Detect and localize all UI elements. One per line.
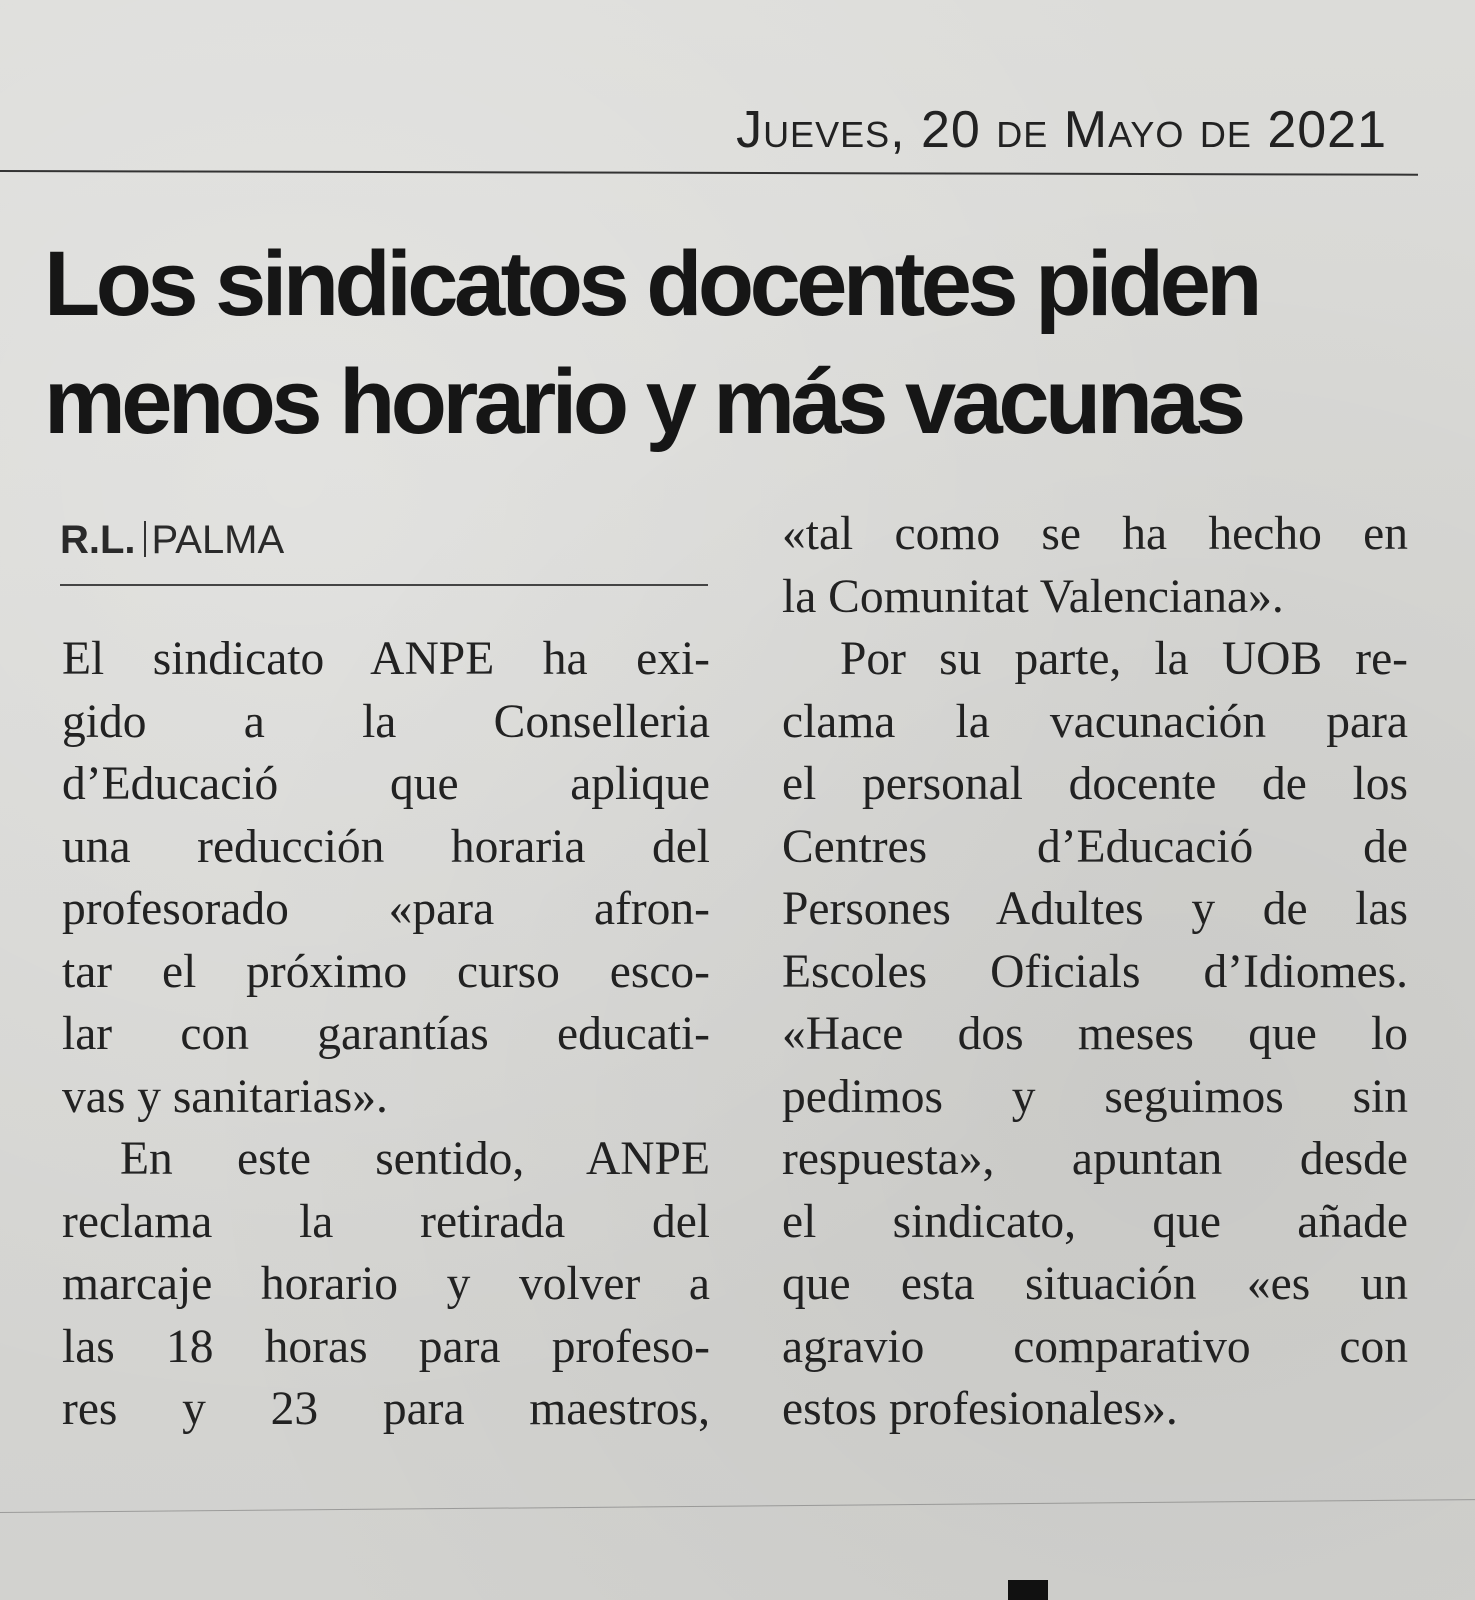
text-line: El sindicato ANPE ha exi- xyxy=(62,633,710,685)
text-line: tar el próximo curso esco- xyxy=(62,945,710,998)
byline-location: PALMA xyxy=(151,518,285,562)
headline-line-1: Los sindicatos docentes piden xyxy=(44,233,1258,335)
text-line: «tal como se ha hecho en xyxy=(782,508,1408,560)
byline-rule xyxy=(60,584,708,586)
headline xyxy=(44,225,1444,461)
headline-line-2: menos horario y más vacunas xyxy=(44,351,1242,453)
text-line: agravio comparativo con xyxy=(782,1320,1408,1373)
text-line: el personal docente de los xyxy=(782,758,1408,810)
text-line: d’Educació que aplique xyxy=(62,758,710,810)
byline xyxy=(60,518,284,563)
text-line: Escoles Oficials d’Idiomes. xyxy=(782,945,1408,998)
text-line: profesorado «para afron- xyxy=(62,883,710,935)
text-line: que esta situación «es un xyxy=(782,1258,1408,1310)
text-line: Centres d’Educació de xyxy=(782,820,1408,873)
text-line: pedimos y seguimos sin xyxy=(782,1070,1408,1123)
text-line: En este sentido, ANPE xyxy=(120,1133,710,1185)
text-line: respuesta», apuntan desde xyxy=(782,1133,1408,1185)
text-line: lar con garantías educati- xyxy=(62,1008,710,1060)
text-line: Persones Adultes y de las xyxy=(782,883,1408,935)
text-line: estos profesionales». xyxy=(782,1383,1178,1435)
text-line: una reducción horaria del xyxy=(62,820,710,873)
dateline: Jueves, 20 de Mayo de 2021 xyxy=(736,101,1387,159)
header-rule xyxy=(0,170,1418,176)
page-edge-mark xyxy=(1008,1580,1048,1600)
text-line: clama la vacunación para xyxy=(782,695,1408,748)
text-line: la Comunitat Valenciana». xyxy=(782,570,1284,623)
text-line: las 18 horas para profeso- xyxy=(62,1320,710,1373)
text-line: res y 23 para maestros, xyxy=(62,1383,710,1435)
text-line: el sindicato, que añade xyxy=(782,1195,1408,1248)
article-column-right xyxy=(782,503,1408,1441)
text-line: marcaje horario y volver a xyxy=(62,1258,710,1310)
byline-author: R.L. xyxy=(60,518,136,562)
byline-separator xyxy=(144,521,146,557)
text-line: Por su parte, la UOB re- xyxy=(840,633,1408,685)
text-line: gido a la Conselleria xyxy=(62,695,710,748)
article-column-left xyxy=(62,628,710,1441)
text-line: «Hace dos meses que lo xyxy=(782,1008,1408,1060)
bottom-rule xyxy=(0,1499,1475,1513)
text-line: reclama la retirada del xyxy=(62,1195,710,1248)
text-line: vas y sanitarias». xyxy=(62,1070,388,1123)
